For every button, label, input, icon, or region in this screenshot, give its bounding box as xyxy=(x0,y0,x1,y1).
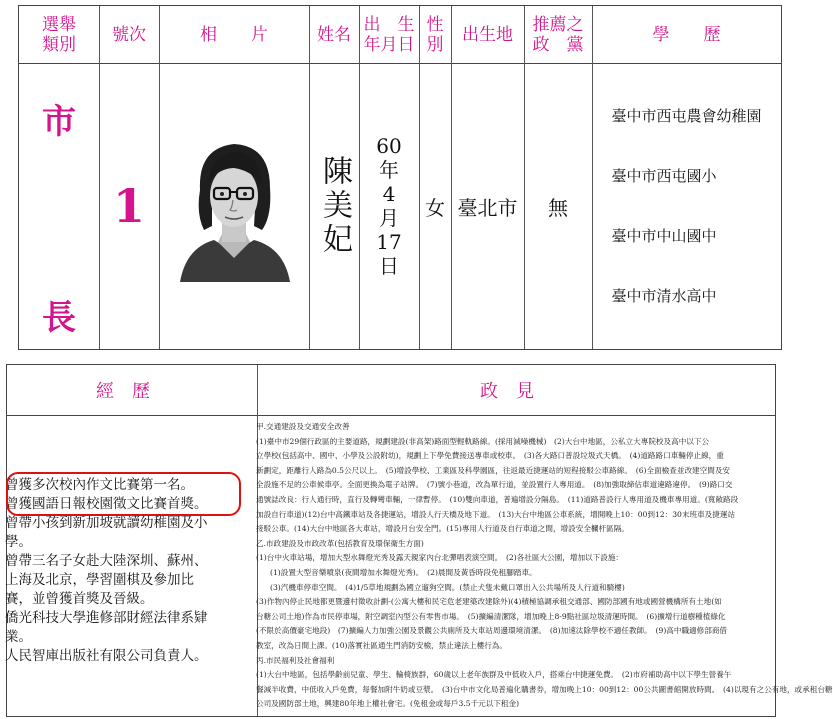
experience-item: 業。 xyxy=(5,629,32,645)
dob-month: 4 xyxy=(382,182,396,206)
policy-header: 政見 xyxy=(480,381,552,402)
policy-line: (3)汽機車停車空間。 (4)1/5草地規劃為國立遛狗空間。(禁止犬隻未戴口罩出入公共場所及人行道和騎樓) xyxy=(270,582,625,592)
header-number: 號次 xyxy=(112,24,146,45)
policy-line: (1)設置大型音樂噴泉(夜間增加水舞燈光秀)。 (2)晨間及黃昏時段免租腳踏車。 xyxy=(270,567,537,577)
party-cell xyxy=(524,63,592,349)
policy-line: (1)臺中市29個行政區的主要道路，規劃建設(非高架)路面型輕軌路線。(採用減噪機械) (2)大台中地區，公私立大專院校及高中以下公 xyxy=(256,436,710,446)
header-category-text-2: 類別 xyxy=(42,34,76,55)
birthplace-cell xyxy=(451,63,524,349)
experience-item: 上海及北京，學習圍棋及參加比 xyxy=(5,572,194,588)
experience-item: 賽，並曾獲首獎及晉級。 xyxy=(5,591,154,607)
education-cell xyxy=(592,63,781,349)
policy-line: 新劃定，距離行人路為0.5公尺以上。 (5)增設學校、工業區及科學園區，往返最近捷運站的短程接駁公車路線。 (6)全面檢查並改建空間及安 xyxy=(256,465,731,475)
experience-item: 曾帶三名子女赴大陸深圳、蘇州、 xyxy=(5,553,208,569)
header-education: 學 歷 xyxy=(652,24,721,45)
experience-item: 曾帶小孩到新加坡就讀幼稚園及小 xyxy=(5,515,208,531)
experience-header: 經歷 xyxy=(96,381,168,402)
header-gender-line1: 性 xyxy=(426,14,444,35)
header-dob-line2: 年月日 xyxy=(363,34,415,55)
header-name: 姓名 xyxy=(317,24,351,45)
header-party-line1: 推薦之 xyxy=(532,14,584,35)
dob-cell xyxy=(359,63,419,349)
policy-line: 餐減半收費，中低收入戶免費，每餐加附牛奶或豆漿。 (3)台中市文化局普遍化購書券，增加晚上10：00到12：00公共圖書館開放時間。 (4)以現有之公有地，或承租台糖 xyxy=(256,684,833,694)
header-category-text: 選舉 xyxy=(42,14,76,35)
dob-month-unit: 月 xyxy=(378,206,399,230)
policy-line: 教室，改為日間上課。(10)落實社區通生門消防安檢，禁止違法上樓行為。 xyxy=(256,640,507,650)
dob-year: 60 xyxy=(376,134,402,158)
policy-line: (3)作物內停止民地都更暨邊村徵收計劃-(公寓大樓和民宅危老建築改建除外)(4)積極協調承租交通部、國防部國有地或國營機構所有土地(如 xyxy=(256,597,722,607)
header-photo: 相 片 xyxy=(200,24,268,45)
header-dob xyxy=(359,6,419,63)
policy-line: (1)台中火車站場，增加大型水舞燈光秀及露天親家內台北彈唱表演空間。 (2)各社區大公園，增加以下設施： xyxy=(256,553,624,563)
policy-line: 公司及國防部土地，興建80年地上權社會宅。(免租金或每戶3.5千元以下租金) xyxy=(256,699,520,709)
header-party xyxy=(524,6,592,63)
number-cell xyxy=(99,63,159,349)
name-cell xyxy=(309,63,359,349)
policy-line: 甲.交通建設及交通安全改善 xyxy=(256,422,350,431)
education-item: 臺中市西屯國小 xyxy=(611,167,717,185)
candidate-photo xyxy=(172,130,296,282)
education-item: 臺中市西屯農會幼稚園 xyxy=(611,107,762,125)
policy-line: (不限於高價豪宅地段) (7)擴編人力加強公園及景觀公共廁所及大車站周邊環境清潔。 (8)加速汰除學校不適任教師。 (9)高中職適修部商借 xyxy=(256,626,728,636)
dob-year-unit: 年 xyxy=(378,158,399,182)
policy-line: 丙.市民福利及社會福利 xyxy=(256,655,335,665)
policy-line: 乙.市政建設及市政改革(包括教育及環保衛生方面) xyxy=(256,538,424,548)
candidate-number: 1 xyxy=(112,179,145,233)
education-list xyxy=(611,66,761,346)
office-char-bottom: 長 xyxy=(42,298,76,338)
policy-line: (1)大台中地區，包括學齡前兒童、學生、輪椅族群，60歲以上老年族群及中低收入戶，搭乘台中捷運免費。 (2)市府補助高中以下學生營養午 xyxy=(256,670,732,680)
policy-line: 立學校(包括高中、國中、小學及公設附幼)，規劃上下學免費接送專車或校車。 (3)各大路口普設垃圾式天橋。 (4)道路路口車輛停止線，重 xyxy=(256,451,724,461)
gender-cell xyxy=(419,63,451,349)
candidate-gender: 女 xyxy=(425,195,445,220)
header-gender-line2: 別 xyxy=(426,34,444,55)
policy-line: 接駁公車。(14)大台中地區各大車站，增設月台安全門。(15)專用人行道及自行車道之間，增設安全欄杆區隔。 xyxy=(256,524,629,534)
header-dob-line1: 出 生 xyxy=(363,14,415,35)
candidate-table xyxy=(18,5,782,350)
office-char-top: 市 xyxy=(42,102,76,142)
policy-text xyxy=(256,420,833,712)
candidate-party: 無 xyxy=(548,195,568,220)
education-item: 臺中市中山國中 xyxy=(611,227,717,245)
experience-item: 曾獲多次校內作文比賽第一名。 xyxy=(5,477,194,493)
policy-line: 全設施不足的公車候車亭。全面更換為電子站牌。 (7)號小巷道，改為單行道，並設置行人專用道。 (8)加強取締佔車道違路違停。 (9)路口交 xyxy=(256,480,733,490)
policy-line: 通號誌改良：行人通行時，直行及轉彎車輛，一律暫停。 (10)雙向車道，普遍增設分隔島。 (11)道路普設行人專用道及機車專用道。(寬敞路段 xyxy=(256,494,739,504)
header-gender xyxy=(419,6,451,63)
header-party-line2: 政 黨 xyxy=(532,34,584,55)
experience-item: 學。 xyxy=(5,534,32,550)
header-category xyxy=(19,6,99,63)
dob-day: 17 xyxy=(376,230,402,254)
policy-line: 加設自行車道)(12)台中高鐵車站及各捷運站，增設人行天橋及地下道。 (13)大台中地區公車系統，增開晚上10：00到12：30末班車及捷運站 xyxy=(256,509,736,519)
dob-day-unit: 日 xyxy=(378,254,399,278)
candidate-name: 陳美妃 xyxy=(317,155,352,257)
policy-line: 台糖公司土地)作為市民停車場，附空調室內型公有零售市場。 (5)擴編清潔隊，增加晚上8-9點社區垃圾清運時間。 (6)擴增行道樹種植綠化 xyxy=(256,611,726,621)
portrait-image xyxy=(172,130,296,282)
photo-cell xyxy=(159,63,309,349)
candidate-birthplace: 臺北市 xyxy=(457,195,518,220)
highlight-circle xyxy=(6,472,241,516)
experience-item: 僑光科技大學進修部財經法律系肄 xyxy=(5,610,208,626)
education-item: 臺中市清水高中 xyxy=(611,287,717,305)
header-birthplace: 出生地 xyxy=(462,24,513,45)
experience-item: 人民智庫出版社有限公司負責人。 xyxy=(5,648,208,664)
candidate-dob xyxy=(376,134,401,278)
experience-item: 曾獲國語日報校園徵文比賽首獎。 xyxy=(5,496,208,512)
